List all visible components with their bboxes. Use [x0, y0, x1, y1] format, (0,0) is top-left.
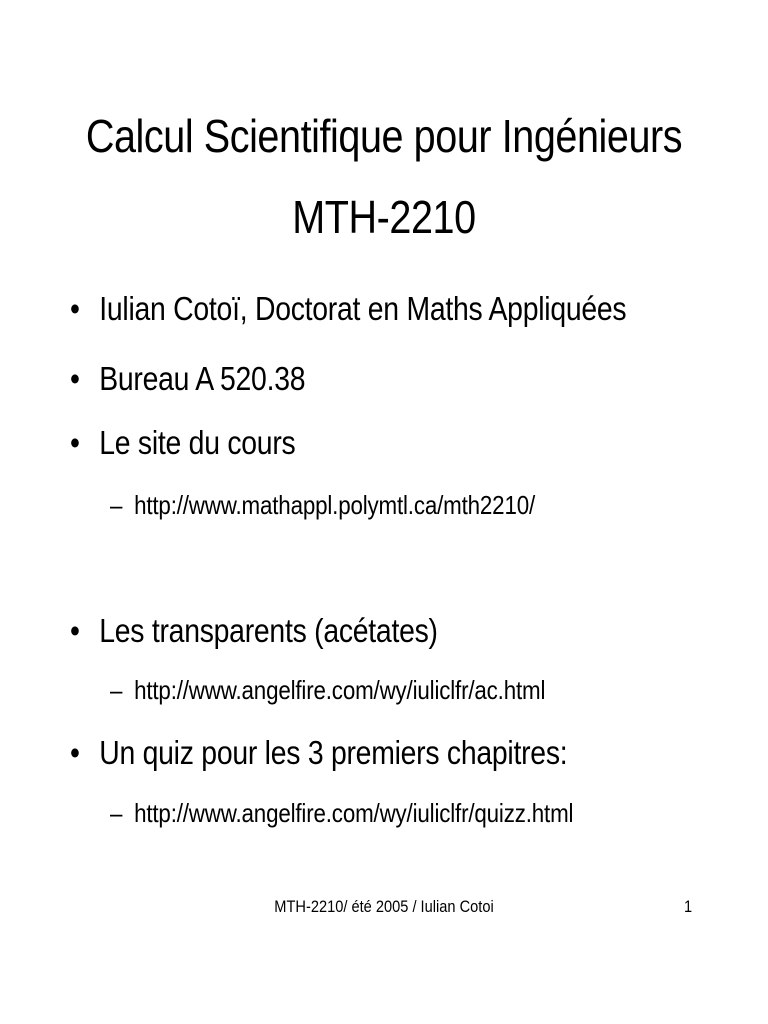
bullet-marker: • [70, 612, 80, 649]
bullet-instructor [70, 289, 626, 329]
bullet-marker: • [70, 360, 80, 397]
course-site-url: http://www.mathappl.polymtl.ca/mth2210/ [134, 490, 536, 520]
sub-item-slides-url [110, 673, 545, 707]
dash-marker: – [110, 675, 123, 705]
footer-text: MTH-2210/ été 2005 / Iulian Cotoi [274, 897, 494, 916]
page-number: 1 [684, 897, 693, 916]
slide-title-line-1: Calcul Scientifique pour Ingénieurs [85, 110, 683, 162]
bullet-quiz [70, 733, 567, 773]
bullet-instructor-text: Iulian Cotoï, Doctorat en Maths Appliquées [99, 290, 627, 327]
slide-title-line-2: MTH-2210 [292, 191, 476, 243]
bullet-marker: • [70, 734, 80, 771]
dash-marker: – [110, 490, 123, 520]
quiz-url: http://www.angelfire.com/wy/iuliclfr/quizz.html [134, 798, 574, 828]
bullet-quiz-text: Un quiz pour les 3 premiers chapitres: [99, 734, 568, 771]
slides-url: http://www.angelfire.com/wy/iuliclfr/ac.html [134, 675, 546, 705]
bullet-office-text: Bureau A 520.38 [99, 360, 306, 397]
bullet-marker: • [70, 290, 80, 327]
bullet-slides-text: Les transparents (acétates) [99, 612, 438, 649]
dash-marker: – [110, 798, 123, 828]
sub-item-course-site-url [110, 488, 535, 522]
sub-item-quiz-url [110, 796, 573, 830]
bullet-course-site [70, 423, 295, 463]
bullet-slides [70, 611, 438, 651]
bullet-marker: • [70, 424, 80, 461]
bullet-course-site-text: Le site du cours [99, 424, 296, 461]
bullet-office [70, 359, 305, 399]
